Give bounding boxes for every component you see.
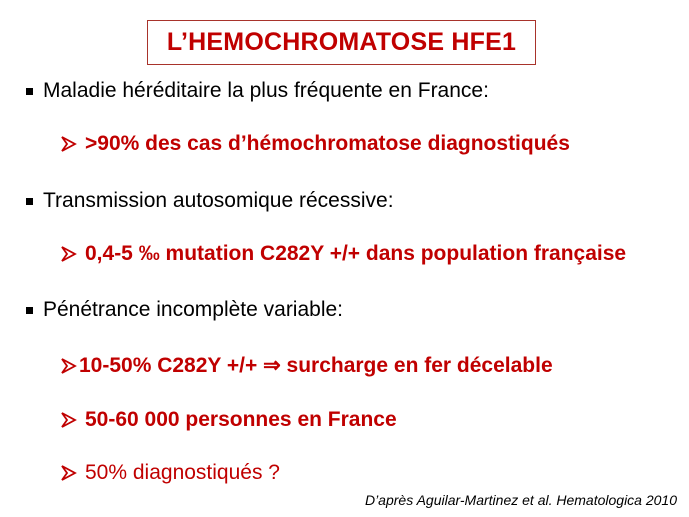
- bullet-3-sub-3-text: 50% diagnostiqués ?: [85, 461, 280, 484]
- bullet-3-sub-1-text: 10-50% C282Y +/+ ⇒ surcharge en fer décelable: [79, 354, 553, 377]
- title-box: [147, 20, 536, 65]
- bullet-3-sub-2: [59, 408, 397, 432]
- arrow-bullet-icon: [59, 411, 77, 429]
- bullet-2: [26, 189, 394, 213]
- arrow-bullet-icon: [59, 245, 77, 263]
- bullet-2-sub-text: 0,4-5 ‰ mutation C282Y +/+ dans population française: [85, 242, 627, 265]
- bullet-1-sub: [59, 132, 570, 156]
- citation: D’après Aguilar-Martinez et al. Hematologica 2010: [364, 492, 677, 508]
- bullet-3-sub-2-text: 50-60 000 personnes en France: [85, 408, 397, 431]
- bullet-3-sub-3: [59, 461, 280, 485]
- arrow-bullet-icon: [59, 464, 77, 482]
- bullet-2-sub: [59, 242, 626, 266]
- bullet-1-text: Maladie héréditaire la plus fréquente en France:: [43, 79, 489, 102]
- slide-title: L’HEMOCHROMATOSE HFE1: [166, 28, 517, 56]
- square-bullet-icon: [26, 88, 33, 95]
- bullet-3-text: Pénétrance incomplète variable:: [43, 298, 344, 321]
- square-bullet-icon: [26, 307, 33, 314]
- bullet-1: [26, 79, 489, 103]
- square-bullet-icon: [26, 198, 33, 205]
- bullet-3: [26, 298, 343, 322]
- bullet-3-sub-1: [59, 353, 553, 378]
- arrow-bullet-icon: [59, 135, 77, 153]
- arrow-bullet-icon: [59, 357, 77, 375]
- bullet-1-sub-text: >90% des cas d’hémochromatose diagnostiqués: [85, 132, 570, 155]
- bullet-2-text: Transmission autosomique récessive:: [43, 189, 394, 212]
